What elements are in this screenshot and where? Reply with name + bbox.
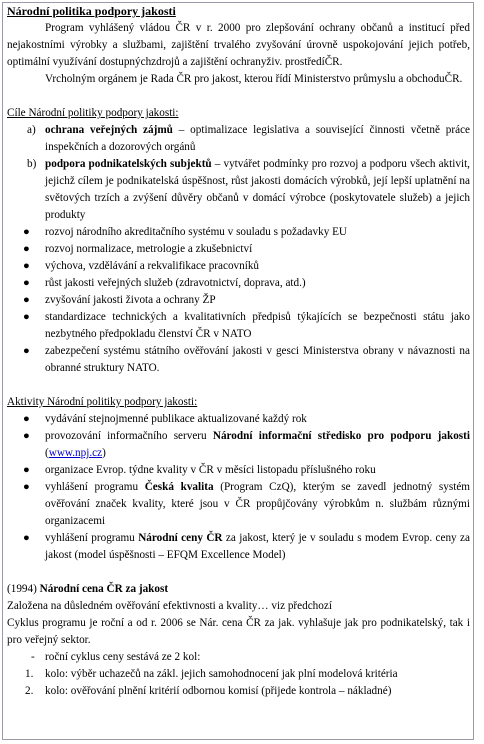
list-item xyxy=(7,462,470,479)
list-item-text: roční cyklus ceny sestává ze 2 kol: xyxy=(45,651,201,663)
npj-link[interactable]: www.npj.cz xyxy=(48,447,103,459)
list-item xyxy=(7,530,470,564)
number-marker: 2. xyxy=(25,685,34,697)
list-item-text: vydávání stejnojmenné publikace aktualizované každý rok xyxy=(45,413,307,425)
goal-marker-a: a) xyxy=(27,124,36,136)
award-title: Národní cena ČR za jakost xyxy=(39,583,169,595)
award-name: Národní ceny ČR xyxy=(138,532,223,544)
bullet-icon: ● xyxy=(23,345,30,357)
activities-heading: Aktivity Národní politiky podpory jakosti: xyxy=(7,396,198,408)
award-heading xyxy=(7,581,470,598)
bullet-icon: ● xyxy=(23,260,30,272)
list-item-text: rozvoj normalizace, metrologie a zkušebnictví xyxy=(45,243,253,255)
bullet-icon: ● xyxy=(23,243,30,255)
list-item xyxy=(7,411,470,428)
bullet-icon: ● xyxy=(23,294,30,306)
list-item-text: (Program CzQ), kterým se zavedl jednotný systém ověřování značek kvality, které jsou v ČR propůjčovány výrobkům n. službám různými organizacemi xyxy=(45,481,470,527)
goals-list xyxy=(7,122,470,377)
goals-heading: Cíle Národní politiky podpory jakosti: xyxy=(7,107,179,119)
spacer xyxy=(7,88,470,105)
list-item-text: organizace Evrop. týdne kvality v ČR v měsíci listopadu příslušného roku xyxy=(45,464,376,476)
goal-a-bold: ochrana veřejných zájmů xyxy=(45,124,173,136)
list-item xyxy=(7,649,470,666)
document-title: Národní politika podpory jakosti xyxy=(7,4,176,18)
bullet-icon: ● xyxy=(23,277,30,289)
list-item-text: zabezpečení systému státního ověřování jakosti v gesci Ministerstva obrany v návaznosti na obranné struktury NATO. xyxy=(45,345,470,374)
award-year: (1994) xyxy=(7,583,40,595)
bullet-icon: ● xyxy=(23,481,30,493)
list-item-text: za jakost, který je v souladu s modem Evrop. ceny za jakost (model úspěšnosti – EFQM Excellence Model) xyxy=(45,532,470,561)
spacer xyxy=(7,564,470,581)
list-item xyxy=(7,428,470,462)
list-item xyxy=(7,683,470,700)
rounds-list xyxy=(7,666,470,700)
activities-list xyxy=(7,411,470,564)
bullet-icon: ● xyxy=(23,226,30,238)
list-item-text: ( xyxy=(45,447,49,459)
bullet-icon: ● xyxy=(23,532,30,544)
goal-item-b xyxy=(7,156,470,224)
document-page xyxy=(2,2,474,740)
list-item-text: rozvoj národního akreditačního systému v souladu s požadavky EU xyxy=(45,226,347,238)
spacer xyxy=(7,377,470,394)
list-item xyxy=(7,241,470,258)
award-line-1: Založena na důsledném ověřování efektivnosti a kvality… viz předchozí xyxy=(7,600,332,612)
server-name: Národní informační středisko pro podporu jakosti xyxy=(212,430,470,442)
list-item xyxy=(7,275,470,292)
bullet-icon: ● xyxy=(23,464,30,476)
list-item xyxy=(7,224,470,241)
goal-b-bold: podpora podnikatelských subjektů xyxy=(45,158,212,170)
list-item-text: standardizace technických a kvalitativních předpisů týkajících se bezpečnosti státu jako nezbytného předpokladu členství ČR v NATO xyxy=(45,311,470,340)
award-dash-list xyxy=(7,649,470,666)
list-item-text: výchova, vzdělávání a rekvalifikace pracovníků xyxy=(45,260,260,272)
award-line-2: Cyklus programu je roční a od r. 2006 se Nár. cena ČR za jak. vyhlašuje jak pro podnikatelský, tak i pro veřejný sektor. xyxy=(7,617,470,646)
bullet-icon: ● xyxy=(23,311,30,323)
list-item xyxy=(7,479,470,530)
intro-paragraph-1: Program vyhlášený vládou ČR v r. 2000 pro zlepšování ochrany občanů a institucí před nejakostními výrobky a službami, zajištění trvalého zvyšování úrovně uspokojování jejich potřeb, optimální využívání dostupnýchzdrojů a zajištění ochranyživ. prostředíČR. xyxy=(7,22,470,68)
list-item-text: provozování informačního serveru xyxy=(45,430,213,442)
list-item-text: ) xyxy=(102,447,106,459)
dash-marker: - xyxy=(31,651,35,663)
intro-paragraph-2: Vrcholným orgánem je Rada ČR pro jakost, kterou řídí Ministerstvo průmyslu a obchoduČR. xyxy=(45,73,463,85)
list-item-text: vyhlášení programu xyxy=(45,481,145,493)
goal-b-text: – vytvářet podmínky pro rozvoj a podporu všech aktivit, jejichž cílem je podnikatelská úspěšnost, růst jakosti domácích výrobků, její lepší uplatnění na světových trzích a zvýšení důvěry občanů v domácí výrobce (poskytovatele služeb) a jejich produkty xyxy=(45,158,470,221)
list-item xyxy=(7,258,470,275)
list-item xyxy=(7,343,470,377)
list-item-text: zvyšování jakosti života a ochrany ŽP xyxy=(45,294,216,306)
list-item xyxy=(7,309,470,343)
number-marker: 1. xyxy=(25,668,34,680)
list-item-text: vyhlášení programu xyxy=(45,532,139,544)
bullet-icon: ● xyxy=(23,430,30,442)
bullet-icon: ● xyxy=(23,413,30,425)
list-item-text: růst jakosti veřejných služeb (zdravotnictví, doprava, atd.) xyxy=(45,277,306,289)
list-item xyxy=(7,292,470,309)
list-item xyxy=(7,666,470,683)
program-name: Česká kvalita xyxy=(144,481,214,493)
list-item-text: kolo: výběr uchazečů na zákl. jejich samohodnocení jak plní modelová kritéria xyxy=(45,668,398,680)
list-item-text: kolo: ověřování plnění kritérií odbornou komisí (přijede kontrola – nákladné) xyxy=(45,685,392,697)
goal-marker-b: b) xyxy=(27,158,37,170)
goal-item-a xyxy=(7,122,470,156)
goal-a-text: – optimalizace legislativa a související činnosti včetně práce inspekčních a dozorových orgánů xyxy=(45,124,471,153)
